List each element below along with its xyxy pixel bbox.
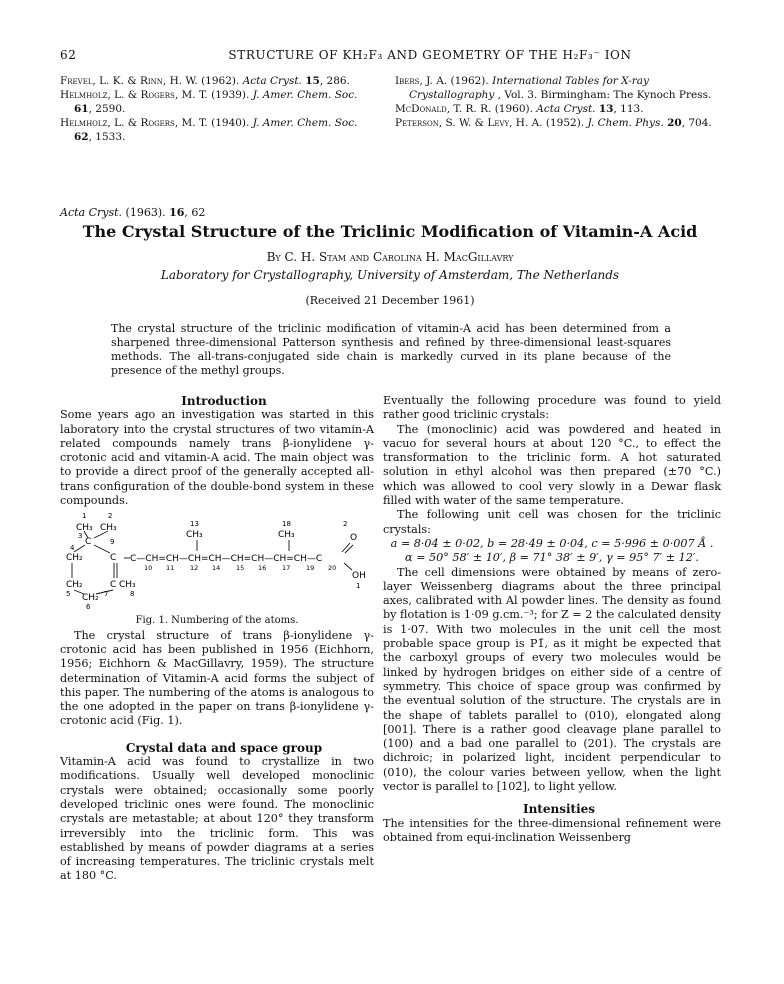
fig-chain: C—CH=CH—CH=CH—CH=CH—CH=CH—C bbox=[130, 554, 323, 565]
fig-ring-atom: CH₂ bbox=[66, 553, 83, 564]
fig-ring-atom: CH₂ bbox=[66, 580, 83, 591]
fig-num: 13 bbox=[190, 520, 199, 529]
crystal-paragraph-1: Vitamin-A acid was found to crystallize in two modifications. Usually well developed monoclinic crystals were obtained; occasionally some poorly developed triclinic ones were found. The monoclinic crystals are metastable; at about 120° they transform irreversibly into the triclinic form. This was established by means of powder diagrams at a series of increasing temperatures. The triclinic crystals melt at 180 °C. bbox=[60, 755, 374, 883]
running-title: STRUCTURE OF KH₂F₃ AND GEOMETRY OF THE H₂F₃⁻ ION bbox=[228, 48, 632, 62]
intensities-paragraph-1: The intensities for the three-dimensional refinement were obtained from equi-inclination Weissenberg bbox=[383, 816, 721, 844]
references-left bbox=[60, 74, 370, 144]
figure-caption: Fig. 1. Numbering of the atoms. bbox=[135, 615, 299, 627]
fig-num: 1 bbox=[356, 582, 361, 591]
fig-ring-atom: C bbox=[110, 580, 117, 591]
fig-num: 9 bbox=[110, 538, 115, 547]
reference-entry: Peterson, S. W. & Levy, H. A. (1952). J. Chem. Phys. 20, 704. bbox=[395, 117, 712, 129]
journal-citation: Acta Cryst. (1963). 16, 62 bbox=[60, 206, 206, 219]
fig-num: 7 bbox=[104, 590, 109, 599]
page-number: 62 bbox=[60, 48, 77, 62]
reference-entry: Helmholz, L. & Rogers, M. T. (1939). J. Amer. Chem. Soc. 61, 2590. bbox=[60, 89, 358, 115]
fig-num: 5 bbox=[66, 590, 71, 599]
fig-num: 14 bbox=[212, 564, 221, 573]
fig-hydroxyl: OH bbox=[352, 571, 366, 582]
fig-num: 4 bbox=[70, 544, 75, 553]
fig-ring-atom: CH₃ bbox=[119, 580, 136, 591]
intro-paragraph-1: Some years ago an investigation was started in this laboratory into the crystal structures of two vitamin-A related compounds namely trans β-ionylidene γ-crotonic acid and vitamin-A acid. The main object was to provide a direct proof of the generally accepted all-trans configuration of the double-bond system in these compounds. bbox=[60, 408, 374, 508]
left-column bbox=[60, 394, 374, 884]
section-heading-introduction: Introduction bbox=[181, 394, 267, 408]
fig-num: 6 bbox=[86, 603, 91, 612]
fig-oxygen: O bbox=[350, 533, 358, 544]
right-paragraph-1: Eventually the following procedure was found to yield rather good triclinic crystals: bbox=[383, 394, 721, 422]
fig-num: 12 bbox=[190, 564, 199, 573]
right-paragraph-2: The (monoclinic) acid was powdered and heated in vacuo for several hours at about 120 °C., to effect the transformation to the triclinic form. A hot saturated solution in ethyl alcohol was then prepared (±70 °C.) which was allowed to cool very slowly in a Dewar flask filled with water of the same temperature. bbox=[383, 422, 721, 508]
article-title: The Crystal Structure of the Triclinic Modification of Vitamin-A Acid bbox=[82, 222, 698, 241]
references-right bbox=[395, 74, 725, 130]
fig-num: 20 bbox=[328, 564, 337, 573]
section-heading-crystal-data: Crystal data and space group bbox=[125, 740, 323, 755]
fig-num: 10 bbox=[144, 564, 153, 573]
fig-num: 8 bbox=[130, 590, 135, 599]
reference-entry: Ibers, J. A. (1962). International Tables for X-ray Crystallography , Vol. 3. Birmingham: The Kynoch Press. bbox=[395, 75, 712, 101]
fig-ch3: CH₃ bbox=[76, 523, 93, 534]
fig-num: 16 bbox=[258, 564, 267, 573]
fig-num: 3 bbox=[78, 532, 83, 541]
unit-cell-equation-1: a = 8·04 ± 0·02, b = 28·49 ± 0·04, c = 5·996 ± 0·007 Å . bbox=[390, 536, 714, 550]
fig-num: 19 bbox=[306, 564, 315, 573]
fig-ch3: CH₃ bbox=[278, 530, 295, 541]
article-authors: By C. H. Stam and Carolina H. MacGillavry bbox=[266, 250, 514, 264]
right-column bbox=[383, 394, 721, 845]
structural-formula-diagram bbox=[60, 510, 374, 614]
fig-ring-atom: C bbox=[85, 537, 92, 548]
affiliation: Laboratory for Crystallography, University of Amsterdam, The Netherlands bbox=[160, 268, 620, 282]
reference-entry: Helmholz, L. & Rogers, M. T. (1940). J. Amer. Chem. Soc. 62, 1533. bbox=[60, 117, 358, 143]
fig-num: 11 bbox=[166, 564, 175, 573]
fig-ch3: CH₃ bbox=[186, 530, 203, 541]
unit-cell-equation-2: α = 50° 58′ ± 10′, β = 71° 38′ ± 9′, γ = 95° 7′ ± 12′. bbox=[405, 551, 699, 565]
section-heading-intensities: Intensities bbox=[522, 802, 596, 817]
reference-entry: McDonald, T. R. R. (1960). Acta Cryst. 13, 113. bbox=[395, 103, 644, 115]
right-paragraph-3: The following unit cell was chosen for the triclinic crystals: bbox=[383, 508, 721, 536]
fig-ring-atom: CH₂ bbox=[82, 593, 99, 604]
fig-num: 17 bbox=[282, 564, 291, 573]
figure-1-structure bbox=[60, 510, 374, 614]
fig-num: 2 bbox=[343, 520, 348, 529]
fig-num: 1 bbox=[82, 512, 87, 521]
fig-num: 2 bbox=[108, 512, 113, 521]
right-paragraph-4: The cell dimensions were obtained by means of zero-layer Weissenberg diagrams about the three principal axes, calibrated with Al powder lines. The density as found by flotation is 1·09 g.cm.⁻³; for Z = 2 the calculated density is 1·07. With two molecules in the unit cell the most probable space group is P1̄, as it might be expected that the carboxyl groups of every two molecules would be linked by hydrogen bridges on either side of a centre of symmetry. This choice of space group was confirmed by the eventual solution of the structure. The crystals are in the shape of tablets parallel to (010), elongated along [001]. There is a rather good cleavage plane parallel to (100) and a bad one parallel to (201). The crystals are dichroic; in polarized light, incident perpendicular to (010), the colour varies between yellow, when the light vector is parallel to [102̄], to light yellow. bbox=[383, 565, 721, 794]
intro-paragraph-2: The crystal structure of trans β-ionylidene γ-crotonic acid has been published in 1956 (Eichhorn, 1956; Eichhorn & MacGillavry, 1959). The structure determination of Vitamin-A acid forms the subject of this paper. The numbering of the atoms is analogous to the one adopted in the paper on trans β-ionylidene γ-crotonic acid (Fig. 1). bbox=[60, 628, 374, 728]
fig-num: 18 bbox=[282, 520, 291, 529]
abstract: The crystal structure of the triclinic modification of vitamin-A acid has been determined from a sharpened three-dimensional Patterson synthesis and refined by three-dimensional least-squares methods. The all-trans-conjugated side chain is markedly curved in its plane because of the presence of the methyl groups. bbox=[111, 322, 671, 377]
running-head bbox=[60, 48, 720, 64]
fig-num: 15 bbox=[236, 564, 245, 573]
received-date: (Received 21 December 1961) bbox=[305, 294, 475, 307]
fig-ch3: CH₃ bbox=[100, 523, 117, 534]
reference-entry: Frevel, L. K. & Rinn, H. W. (1962). Acta Cryst. 15, 286. bbox=[60, 75, 350, 87]
fig-ring-atom: C bbox=[110, 553, 117, 564]
